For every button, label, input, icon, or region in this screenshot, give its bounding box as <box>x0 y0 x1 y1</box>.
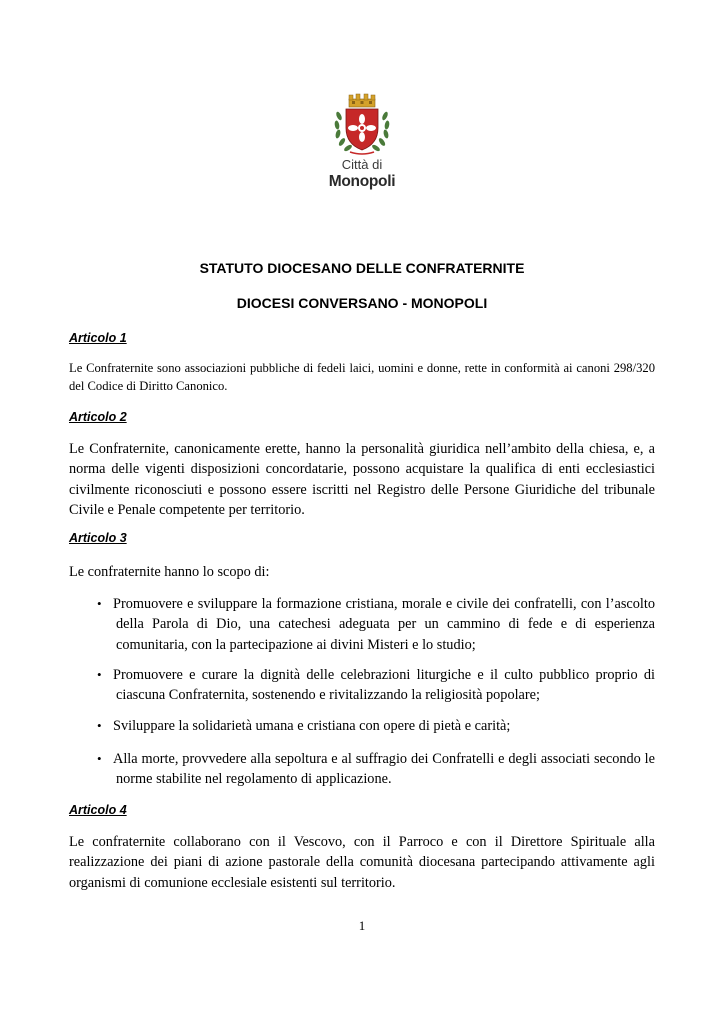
article-2-text: Le Confraternite, canonicamente erette, hanno la personalità giuridica nell’ambito della chiesa, e, a norma delle vigenti disposizioni concordatarie, possono acquistare la qualifica di enti ecclesiastici civilmente riconosciuti e possono essere iscritti nel Registro delle Persone Giuridiche del tribunale Civile e Penale competente per territorio. <box>69 441 655 519</box>
article-1-heading: Articolo 1 <box>69 331 127 345</box>
list-item <box>97 749 655 790</box>
list-item <box>97 594 655 655</box>
document-subtitle: DIOCESI CONVERSANO - MONOPOLI <box>236 295 488 311</box>
crown <box>349 94 375 107</box>
bullet-icon: • <box>97 751 102 766</box>
article-4-text: Le confraternite collaborano con il Vescovo, con il Parroco e con il Direttore Spirituale alla realizzazione dei piani di azione pastorale della comunità diocesana partecipando attivamente agli organismi di comunione ecclesiale esistenti sul territorio. <box>69 834 655 891</box>
bullet-icon: • <box>97 667 102 682</box>
monopoli-coat-of-arms-icon <box>330 92 394 158</box>
bullet-icon: • <box>97 718 102 733</box>
article-3-heading: Articolo 3 <box>69 531 127 545</box>
city-logo <box>325 92 399 200</box>
article-2-heading: Articolo 2 <box>69 410 127 424</box>
article-4-heading: Articolo 4 <box>69 803 127 817</box>
article-3-intro: Le confraternite hanno lo scopo di: <box>69 564 270 580</box>
list-item <box>97 716 655 736</box>
logo-caption-city: Monopoli <box>328 173 396 190</box>
list-item-text: Sviluppare la solidarietà umana e cristiana con opere di pietà e carità; <box>113 718 511 734</box>
article-1-text: Le Confraternite sono associazioni pubbliche di fedeli laici, uomini e donne, rette in conformità ai canoni 298/320 del Codice di Diritto Canonico. <box>69 361 655 393</box>
bullet-icon: • <box>97 596 102 611</box>
list-item <box>97 665 655 706</box>
list-item-text: Promuovere e sviluppare la formazione cristiana, morale e civile dei confratelli, con l’ascolto della Parola di Dio, una catechesi adeguata per un cammino di fede e di esperienza comunitaria, con la partecipazione ai divini Misteri e lo studio; <box>113 596 655 653</box>
list-item-text: Alla morte, provvedere alla sepoltura e al suffragio dei Confratelli e degli associati secondo le norme stabilite nel regolamento di applicazione. <box>113 751 655 788</box>
list-item-text: Promuovere e curare la dignità delle celebrazioni liturgiche e il culto pubblico proprio di ciascuna Confraternita, sostenendo e rivitalizzando la religiosità popolare; <box>113 667 655 704</box>
page-number: 1 <box>358 918 366 933</box>
logo-caption-small: Città di <box>341 157 383 172</box>
document-title: STATUTO DIOCESANO DELLE CONFRATERNITE <box>199 260 525 276</box>
